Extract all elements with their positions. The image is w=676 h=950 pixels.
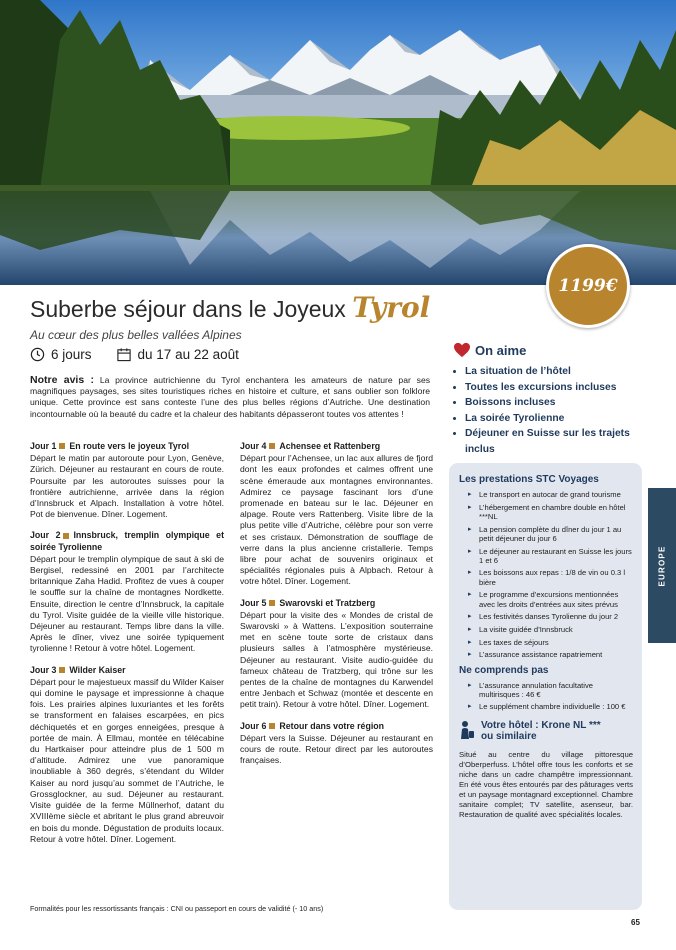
notice-text: La province autrichienne du Tyrol enchantera les amateurs de nature par ses magnifiques paysages, ses sites touristiques riches en histoire et culture, et sans oublier son folklore unique. Cette province est sans conteste l’une des plus belles régions d’Autriche. Une destination incontournable où la beauté du cadre et la chaleur des habitants dépasseront toutes vos attentes ! [30,375,431,419]
hotel-heading [459,720,633,743]
day-item [30,665,224,845]
calendar-icon [116,347,132,362]
day-heading: Jour 5 Swarovski et Tratzberg [240,597,376,608]
day-item [240,721,433,767]
list-item: • Déjeuner en Suisse sur les trajets inclus [465,426,643,457]
region-side-tab [648,488,676,643]
hotel-heading-line1: Votre hôtel : Krone NL *** [481,719,601,731]
day-heading: Jour 3 Wilder Kaiser [30,664,126,675]
bullet-square-icon [59,667,65,673]
itinerary-column-2 [240,441,433,776]
bullet-square-icon [63,533,69,539]
day-heading: Jour 4 Achensee et Rattenberg [240,441,381,451]
price-label: 1199€ [558,276,618,296]
prestations-box [449,463,642,910]
hotel-heading-line2: ou similaire [481,731,537,743]
day-item [30,530,224,654]
day-heading: Jour 1 En route vers le joyeux Tyrol [30,441,190,451]
day-item [240,598,433,711]
list-item: ▸ Le déjeuner au restaurant en Suisse les jours 1 et 6 [459,547,633,565]
notice-paragraph [30,375,430,420]
list-item: ▸ Les festivités danses Tyrolienne du jour 2 [459,612,633,621]
list-item: • Boissons incluses [465,395,643,411]
list-item: • La soirée Tyrolienne [465,411,643,427]
bullet-square-icon [269,723,275,729]
notice-label: Notre avis : [30,374,95,386]
list-item: ▸ L’assurance annulation facultative multirisques : 46 € [459,681,633,699]
list-item: ▸ Les boissons aux repas : 1/8 de vin ou 0.3 l bière [459,568,633,586]
day-text: Départ pour la visite des « Mondes de cristal de Swarovski » à Wattens. L’exposition souterraine met en scène toute sorte de cristaux dans plusieurs salles à l’atmosphère mystérieuse. Déjeuner au restaurant. Visite audio-guidée du fameux château de Tratzberg, qui trône sur les pentes de la chaîne de montagnes du Karwendel entre Jenbach et Schwaz (montée et descente en petit train). Retour à votre hôtel. Dîner. Logement. [240,609,433,710]
list-item: • La situation de l’hôtel [465,364,643,380]
list-item: ▸ La visite guidée d’Innsbruck [459,625,633,634]
prestations-list [459,490,633,660]
bullet-square-icon [269,443,275,449]
heart-icon [453,342,471,358]
page-title [30,291,430,324]
itinerary-column-1 [30,441,224,855]
page-subtitle: Au cœur des plus belles vallées Alpines [30,328,242,342]
dates-label: du 17 au 22 août [137,347,239,362]
on-aime-list [453,364,643,457]
day-text: Départ pour le majestueux massif du Wilder Kaiser qui domine le paysage et impressionne à chaque fois. Les prairies alpines luxuriantes et les forêts se transforment en falaises escarpées, en pics déchiquetés et en gorges enneigées, presque à portée de main. À Ellmau, montée en télécabine du Hartkaiser pour atteindre plus de 1 500 m d’altitude. Admirez une vue panoramique inoubliable à 360 degrés, s’étendant du Wilder Kaiser au nord jusqu’au sommet de l’Autriche, le Grossglockner, au sud. Déjeuner au restaurant. Visite guidée de la ferme Müllnerhof, datant du XVIIIème siècle et abritant le plus grand abreuvoir en bois du monde. Dégustation de produits locaux. Retour à votre hôtel. Dîner. Logement. [30,676,224,844]
title-main: Suberbe séjour dans le Joyeux [30,296,346,322]
bullet-square-icon [59,443,65,449]
day-text: Départ vers la Suisse. Déjeuner au restaurant en cours de route. Retour direct par les autoroutes françaises. [240,732,433,766]
formalities-note: Formalités pour les ressortissants français : CNI ou passeport en cours de validité (- 10 ans) [30,904,324,913]
day-item [240,441,433,588]
list-item: ▸ Le supplément chambre individuelle : 100 € [459,702,633,711]
day-text: Départ pour l’Achensee, un lac aux allures de fjord dont les eaux profondes et calmes offrent une scène émeraude aux montagnes environnantes. Admirez ce paysage fascinant lors d’une promenade en bateau sur le lac. Déjeuner en alpage. Route vers Rattenberg. Visite libre de la plus petite ville d’Autriche, célèbre pour son verre et ses cristaux. Démonstration de soufflage de verre dans la plus ancienne cristallerie. Temps libre pour achat de souvenirs originaux et spécialités régionales puis à Alpbach. Retour à votre hôtel. Dîner. Logement. [240,453,433,587]
list-item: ▸ Les taxes de séjours [459,638,633,647]
title-accent: Tyrol [352,291,431,324]
region-label: EUROPE [657,545,667,586]
on-aime-section [453,342,643,457]
day-item [30,441,224,520]
day-heading: Jour 2 Innsbruck, tremplin olympique et soirée Tyrolienne [30,530,224,552]
list-item: ▸ L’hébergement en chambre double en hôtel ***NL [459,503,633,521]
page-number: 65 [631,918,640,927]
list-item: ▸ Le transport en autocar de grand tourisme [459,490,633,499]
prestations-heading: Les prestations STC Voyages [459,474,599,485]
clock-icon [30,347,45,362]
trip-facts [30,347,239,362]
list-item: ▸ L’assurance assistance rapatriement [459,650,633,659]
hero-landscape-photo [0,0,676,285]
hotel-description: Situé au centre du village pittoresque d’Oberperfuss. L’hôtel offre tous les conforts et se niche dans un cadre champêtre impressionnant. En été vous êtes entourés par des pâturages verts et un paysage montagnard exceptionnel. Chambre sanitaire complet; TV satellite, asenseur, bar. Restauration de qualité avec spécialités locales. [459,749,633,819]
day-text: Départ le matin par autoroute pour Lyon, Genève, Zürich. Déjeuner au restaurant en cours de route. Poursuite par les autoroutes suisses pour la frontière autrichienne, arrivée dans la région d’Innsbruck et Alpach. Installation à votre hôtel. Pot de bienvenue. Dîner. Logement. [30,453,224,520]
list-item: ▸ La pension complète du dîner du jour 1 au petit déjeuner du jour 6 [459,525,633,543]
day-text: Départ pour le tremplin olympique de saut à ski de Bergisel, redessiné en 2001 par l’architecte britannique Zaha Hadid. Profitez de vues à couper le souffle sur la chaîne de montagnes Nordkette. Ensuite, direction le centre d’Innsbruck, la capitale du Tyrol. Visite guidée de la vieille ville historique. Déjeuner au restaurant. Temps libre dans la ville. Après le dîner, vivez une soirée typiquement tyrolienne ! Retour à votre hôtel. Logement. [30,553,224,654]
non-compris-heading: Ne comprends pas [459,664,549,676]
non-compris-list [459,681,633,712]
bellboy-icon [459,720,475,740]
on-aime-heading: On aime [453,342,643,358]
list-item: ▸ Le programme d’excursions mentionnées avec les droits d’entrées aux sites prévus [459,590,633,608]
price-badge [546,244,630,328]
list-item: • Toutes les excursions incluses [465,380,643,396]
day-heading: Jour 6 Retour dans votre région [240,720,385,731]
duration-label: 6 jours [51,347,92,362]
bullet-square-icon [269,600,275,606]
